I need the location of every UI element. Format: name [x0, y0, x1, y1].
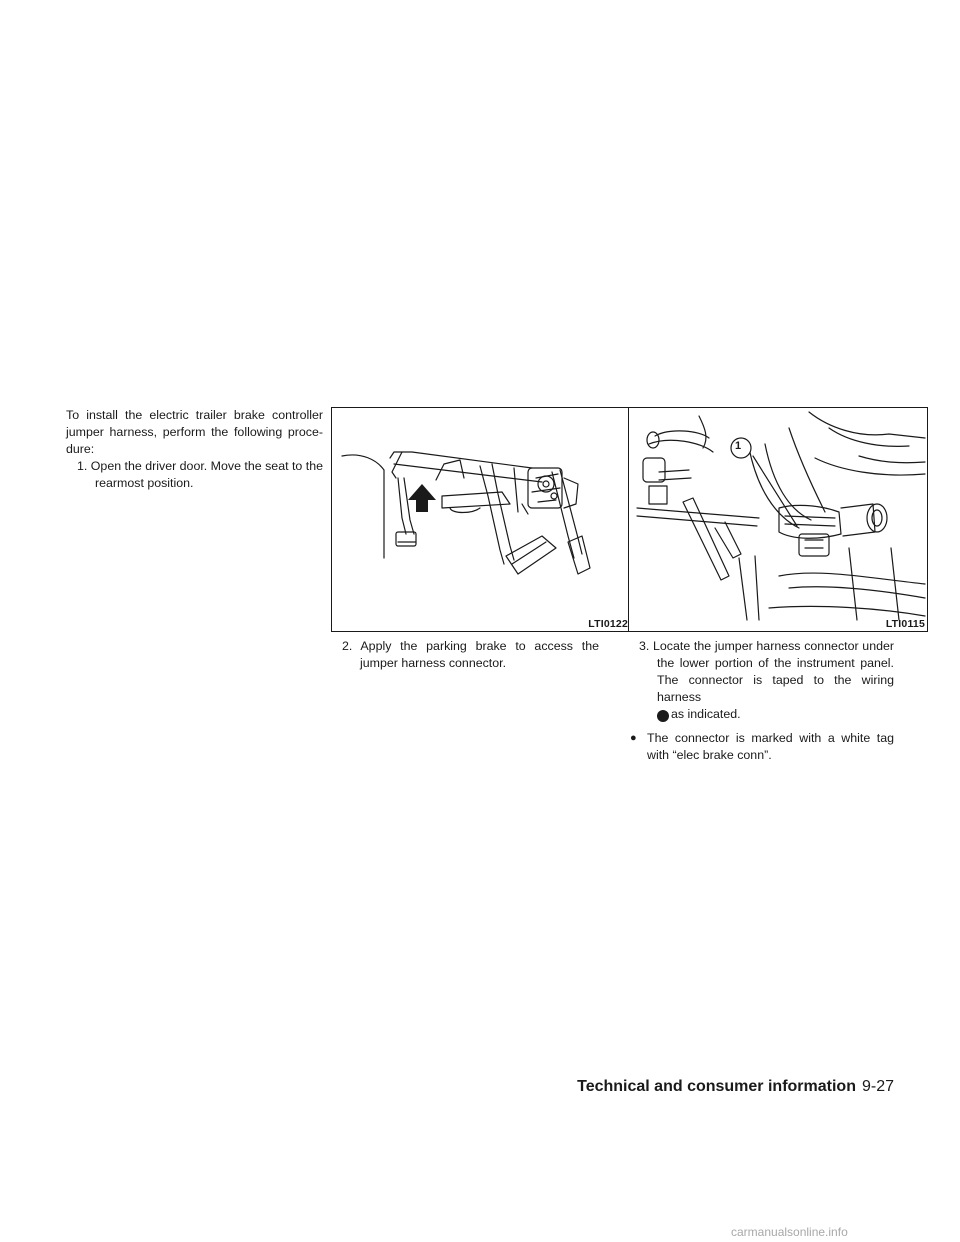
- up-arrow-indicator-icon: [408, 484, 436, 512]
- step-3-tail: as indicated.: [671, 707, 741, 721]
- figure-code: LTI0115: [885, 618, 925, 630]
- bullet-text: The connector is marked with a white tag with “elec brake conn”.: [647, 731, 894, 762]
- watermark-text: carmanualsonline.info: [731, 1225, 848, 1239]
- bullet-dot-icon: ●: [630, 732, 637, 744]
- step-3: [628, 638, 894, 723]
- section-title: Technical and consumer information: [577, 1078, 856, 1095]
- figure-pedals-illustration: [331, 407, 631, 632]
- page-number: 9-27: [861, 1078, 894, 1095]
- callout-1-icon: 1: [657, 710, 669, 722]
- page-footer: [577, 1078, 894, 1096]
- step-1: 1. Open the driver door. Move the seat to the rearmost position.: [77, 459, 323, 490]
- step-3-text: 3. Locate the jumper harness connector under the lower portion of the instrument panel. The connector is taped to the wiring harness: [639, 639, 894, 704]
- figure-code: LTI0122: [588, 618, 628, 630]
- figure-callout-1: 1: [735, 440, 742, 452]
- left-column: [66, 407, 323, 492]
- middle-column: [331, 638, 599, 672]
- right-column: [628, 638, 894, 764]
- figure-harness-illustration: [628, 407, 928, 632]
- brake-pedal-icon: [332, 408, 631, 632]
- intro-paragraph: To install the electric trailer brake controller jumper harness, perform the following proce- dure:: [66, 408, 323, 456]
- bullet-item: [628, 730, 894, 764]
- callout-line-icon: [753, 456, 797, 526]
- step-2: 2. Apply the parking brake to access the jumper harness connector.: [342, 639, 599, 670]
- wiring-harness-icon: [629, 408, 928, 632]
